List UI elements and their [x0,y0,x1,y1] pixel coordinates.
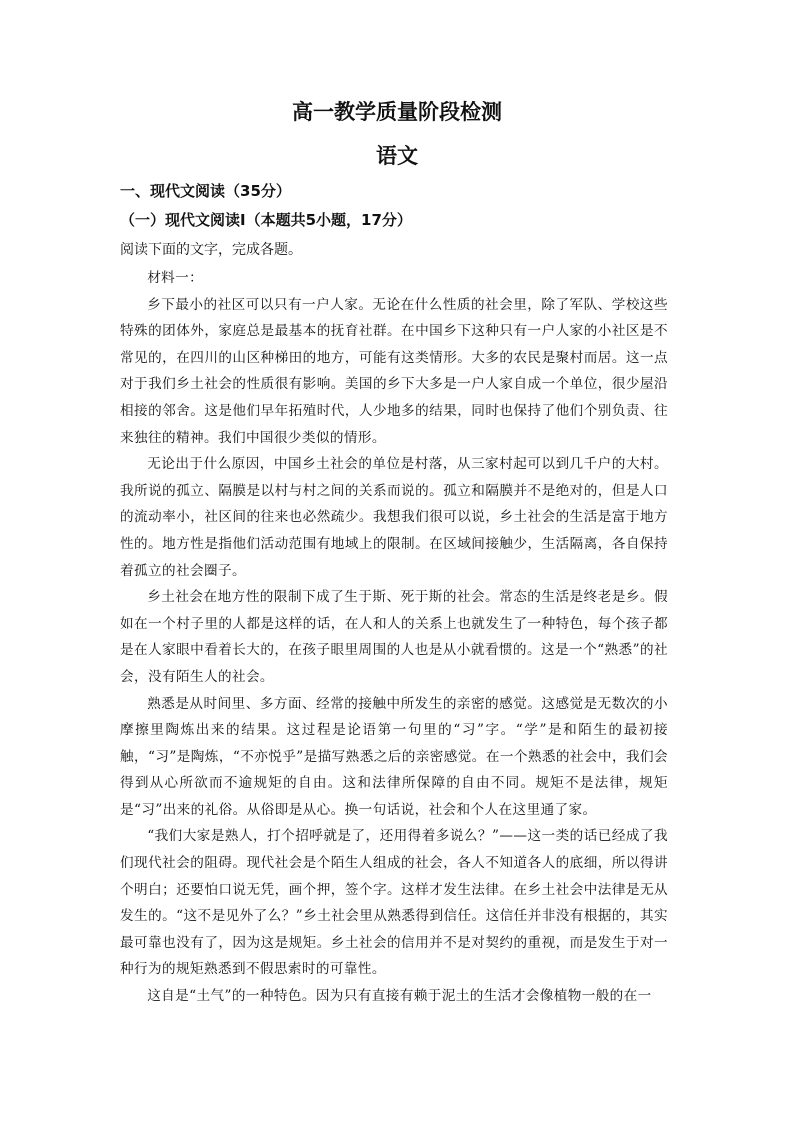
passage-paragraph: 这自是“土气”的一种特色。因为只有直接有赖于泥土的生活才会像植物一般的在一 [147,988,652,1005]
material-label: 材料一： [147,270,204,286]
passage-paragraph: 无论出于什么原因，中国乡土社会的单位是村落，从三家村起可以到几千户的大村。我所说的孤立、隔膜是以村与村之间的关系而说的。孤立和隔膜并不是绝对的，但是人口的流动率小，社区间的往来也必然疏少。我想我们很可以说，乡土社会的生活是富于地方性的。地方性是指他们活动范围有地域上的限制。在区域间接触少，生活隔离，各自保持着孤立的社会圈子。 [120,456,668,579]
subsection-heading: （一）现代文阅读Ⅰ（本题共5小题，17分） [120,211,412,229]
passage-paragraph: “我们大家是熟人，打个招呼就是了，还用得着多说么？”——这一类的话已经成了我们现代社会的阻碍。现代社会是个陌生人组成的社会，各人不知道各人的底细，所以得讲个明白；还要怕口说无凭，画个押，签个字。这样才发生法律。在乡土社会中法律是无从发生的。“这不是见外了么？”乡土社会里从熟悉得到信任。这信任并非没有根据的，其实最可靠也没有了，因为这是规矩。乡土社会的信用并不是对契约的重视，而是发生于对一种行为的规矩熟悉到不假思索时的可靠性。 [120,828,668,978]
exam-title: 高一教学质量阶段检测 [292,100,502,124]
reading-instruction: 阅读下面的文字，完成各题。 [120,242,302,258]
passage-paragraph: 熟悉是从时间里、多方面、经常的接触中所发生的亲密的感觉。这感觉是无数次的小摩擦里陶炼出来的结果。这过程是论语第一句里的“习”字。“学”是和陌生的最初接触，“习”是陶炼，“不亦悦乎”是描写熟悉之后的亲密感觉。在一个熟悉的社会中，我们会得到从心所欲而不逾规矩的自由。这和法律所保障的自由不同。规矩不是法律，规矩是“习”出来的礼俗。从俗即是从心。换一句话说，社会和个人在这里通了家。 [120,695,668,818]
subject-title: 语文 [376,144,418,168]
section-heading: 一、现代文阅读（35分） [120,182,291,200]
reading-passage [120,265,668,1010]
passage-paragraph: 乡土社会在地方性的限制下成了生于斯、死于斯的社会。常态的生活是终老是乡。假如在一个村子里的人都是这样的话，在人和人的关系上也就发生了一种特色，每个孩子都是在人家眼中看着长大的，在孩子眼里周围的人也是从小就看惯的。这是一个“熟悉”的社会，没有陌生人的社会。 [120,589,668,685]
passage-paragraph: 乡下最小的社区可以只有一户人家。无论在什么性质的社会里，除了军队、学校这些特殊的团体外，家庭总是最基本的抚育社群。在中国乡下这种只有一户人家的小社区是不常见的，在四川的山区种梯田的地方，可能有这类情形。大多的农民是聚村而居。这一点对于我们乡土社会的性质很有影响。美国的乡下大多是一户人家自成一个单位，很少屋沿相接的邻舍。这是他们早年拓殖时代，人少地多的结果，同时也保持了他们个别负责、往来独往的精神。我们中国很少类似的情形。 [120,296,668,446]
